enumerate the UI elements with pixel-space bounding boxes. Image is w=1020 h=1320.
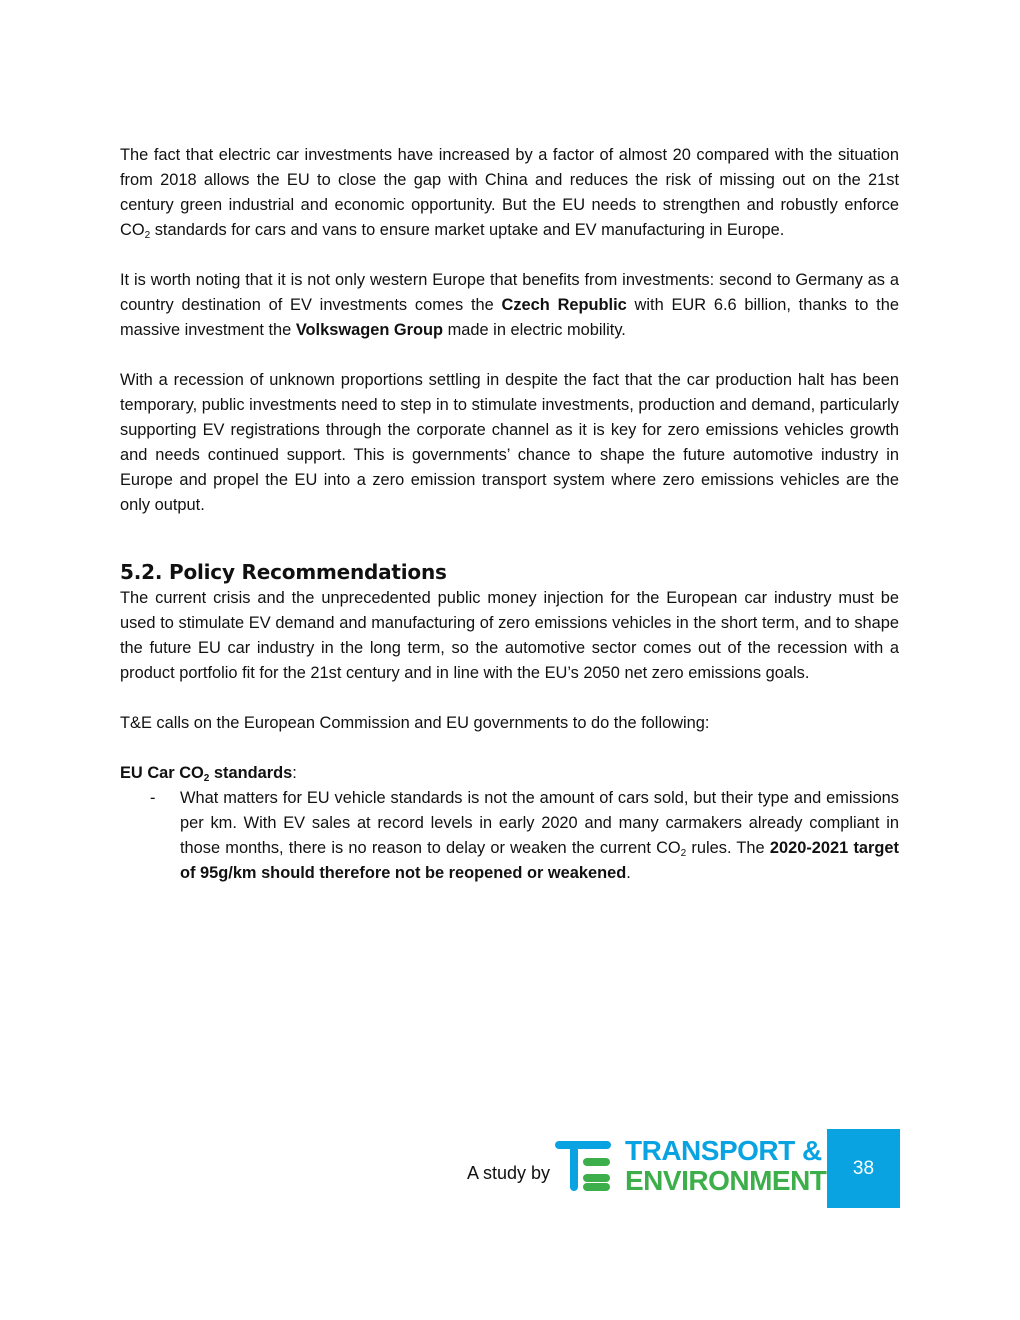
- paragraph-recession: With a recession of unknown proportions settling in despite the fact that the car production halt has been temporary, public investments need to step in to stimulate investments, production and demand, particularly supporting EV registrations through the corporate channel as it is key for zero emissions vehicles growth and needs continued support. This is governments’ chance to shape the future automotive industry in Europe and propel the EU into a zero emission transport system where zero emissions vehicles are the only output.: [120, 371, 899, 514]
- page-content: [120, 143, 899, 886]
- section-heading: 5.2. Policy Recommendations: [120, 560, 447, 584]
- page-number: 38: [852, 1157, 875, 1179]
- paragraph-czech-republic: It is worth noting that it is not only western Europe that benefits from investments: second to Germany as a country destination of EV investments comes the Czech Republic with EUR 6.6 billion, thanks to the massive investment the Volkswagen Group made in electric mobility.: [120, 271, 899, 339]
- paragraph-te-calls: T&E calls on the European Commission and EU governments to do the following:: [120, 714, 710, 732]
- bullet-item-co2-standards: [120, 786, 899, 886]
- bullet-text: What matters for EU vehicle standards is not the amount of cars sold, but their type and emissions per km. With EV sales at record levels in early 2020 and many carmakers already compliant in those months, there is no reason to delay or weaken the current $CO_2$ rules. The 2020-2021 target of 95g/km should therefore not be reopened or weakened.: [180, 789, 899, 882]
- te-logo-mark-icon: [553, 1136, 613, 1194]
- paragraph-policy-intro: The current crisis and the unprecedented public money injection for the European car industry must be used to stimulate EV demand and manufacturing of zero emissions vehicles in the short term, and to shape the future EU car industry in the long term, so the automotive sector comes out of the recession with a product portfolio fit for the 21st century and in line with the EU’s 2050 net zero emissions goals.: [120, 589, 899, 682]
- page-number-badge: [827, 1129, 900, 1208]
- bullet-dash: -: [150, 789, 156, 807]
- study-by-label: A study by: [467, 1163, 551, 1183]
- logo-text-transport: TRANSPORT &: [625, 1135, 822, 1166]
- logo-text-environment: ENVIRONMENT: [625, 1165, 827, 1196]
- co2-standards-heading: EU Car $CO_2$ standards:: [120, 764, 297, 784]
- paragraph-ev-investments: The fact that electric car investments have increased by a factor of almost 20 compared with the situation from 2018 allows the EU to close the gap with China and reduces the risk of missing out on the 21st century green industrial and economic opportunity. But the EU needs to strengthen and robustly enforce $CO_2$ standards for cars and vans to ensure market uptake and EV manufacturing in Europe.: [120, 146, 899, 241]
- transport-environment-logo: [553, 1135, 827, 1196]
